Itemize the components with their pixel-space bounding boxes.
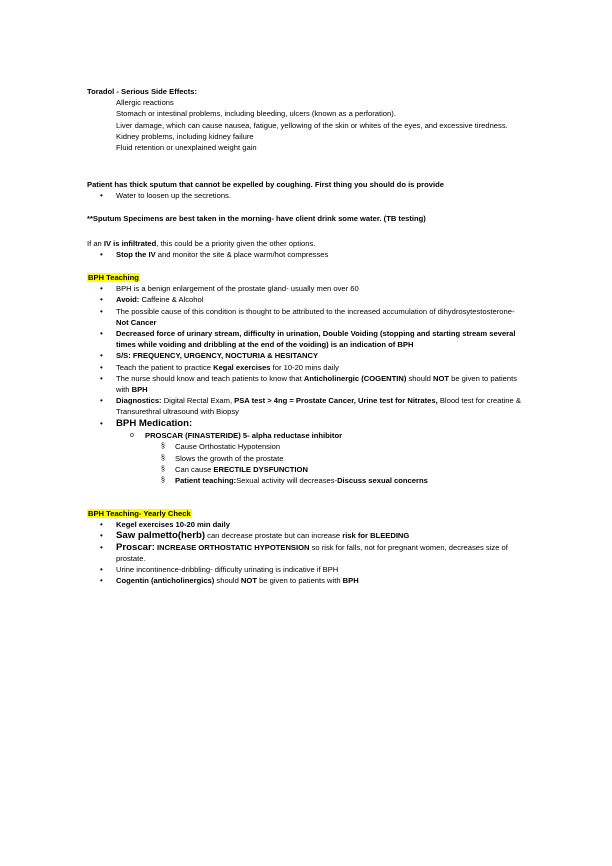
proscar-item: o PROSCAR (FINASTERIDE) 5- alpha reductase inhibitor § Cause Orthostatic Hypotension § Slows the growth of the prostate § Can cause ERECTILE DYSFUNCTION § Patient teaching:Sexual activity will decreases-Discuss sexual concerns (130, 430, 527, 486)
yearly-bullet: • Proscar: INCREASE ORTHOSTATIC HYPOTENSION so risk for falls, not for pregnant women, decreases size of prostate. (87, 542, 527, 564)
bph-medication-heading: • BPH Medication: o PROSCAR (FINASTERIDE) 5- alpha reductase inhibitor § Cause Orthostatic Hypotension § Slows the growth of the prostate § Can cause ERECTILE DYSFUNCTION § Patient teaching:Sexual activity will decreases-Discuss sexual concerns (87, 418, 527, 487)
bph-bullet: • The nurse should know and teach patients to know that Anticholinergic (COGENTIN) should NOT be given to patients with BPH (87, 373, 527, 395)
specimen-note: **Sputum Specimens are best taken in the morning- have client drink some water. (TB testing) (87, 214, 426, 223)
sputum-section (87, 179, 527, 201)
bph-section (87, 272, 527, 486)
bph-bullet: • Diagnostics: Digital Rectal Exam, PSA test > 4ng = Prostate Cancer, Urine test for Nitrates, Blood test for creatine & Transurethral ultrasound with Biopsy (87, 395, 527, 417)
toradol-item: Stomach or intestinal problems, including bleeding, ulcers (known as a perforation). (116, 109, 396, 119)
toradol-item: Fluid retention or unexplained weight gain (116, 143, 257, 153)
bph-yearly-heading: BPH Teaching- Yearly Check (88, 509, 191, 518)
bph-bullet: • Decreased force of urinary stream, difficulty in urination, Double Voiding (stopping and starting stream several times while voiding and dribbling at the end of the voiding) is an indication of BPH (87, 328, 527, 350)
toradol-heading: Toradol - Serious Side Effects: (87, 87, 197, 96)
toradol-item: Kidney problems, including kidney failure (116, 131, 254, 141)
toradol-item: Liver damage, which can cause nausea, fatigue, yellowing of the skin or whites of the eyes, and excessive tiredness. (116, 120, 508, 130)
bph-bullet: • BPH is a benign enlargement of the prostate gland- usually men over 60 (87, 283, 527, 294)
bph-bullet: • Avoid: Caffeine & Alcohol (87, 294, 527, 305)
iv-statement: If an IV is infiltrated, this could be a priority given the other options. (87, 239, 316, 248)
iv-section (87, 238, 527, 260)
bph-heading: BPH Teaching (88, 273, 139, 282)
toradol-section (87, 86, 527, 153)
yearly-bullet: • Urine incontinence-dribbling- difficulty urinating is indicative if BPH (87, 564, 527, 575)
sputum-answer: • Water to loosen up the secretions. (87, 190, 527, 201)
yearly-bullet: • Kegel exercises 10-20 min daily (87, 519, 527, 530)
proscar-effect: § Can cause ERECTILE DYSFUNCTION (161, 464, 527, 475)
bph-bullet: • Teach the patient to practice Kegal exercises for 10-20 mins daily (87, 362, 527, 373)
toradol-item: Allergic reactions (116, 98, 174, 108)
yearly-bullet: • Cogentin (anticholinergics) should NOT be given to patients with BPH (87, 575, 527, 586)
bph-bullet: • The possible cause of this condition is thought to be attributed to the increased accumulation of dihydrosytestosterone- Not Cancer (87, 306, 527, 328)
proscar-effect: § Cause Orthostatic Hypotension (161, 441, 527, 452)
yearly-bullet: • Saw palmetto(herb) can decrease prostate but can increase risk for BLEEDING (87, 530, 527, 541)
proscar-effect: § Slows the growth of the prostate (161, 453, 527, 464)
bph-yearly-section (87, 508, 527, 586)
iv-action: • Stop the IV and monitor the site & place warm/hot compresses (87, 249, 527, 260)
proscar-effect: § Patient teaching:Sexual activity will decreases-Discuss sexual concerns (161, 475, 527, 486)
bph-bullet: • S/S: FREQUENCY, URGENCY, NOCTURIA & HESITANCY (87, 350, 527, 361)
specimen-section (87, 213, 527, 224)
sputum-question: Patient has thick sputum that cannot be expelled by coughing. First thing you should do is provide (87, 180, 444, 189)
